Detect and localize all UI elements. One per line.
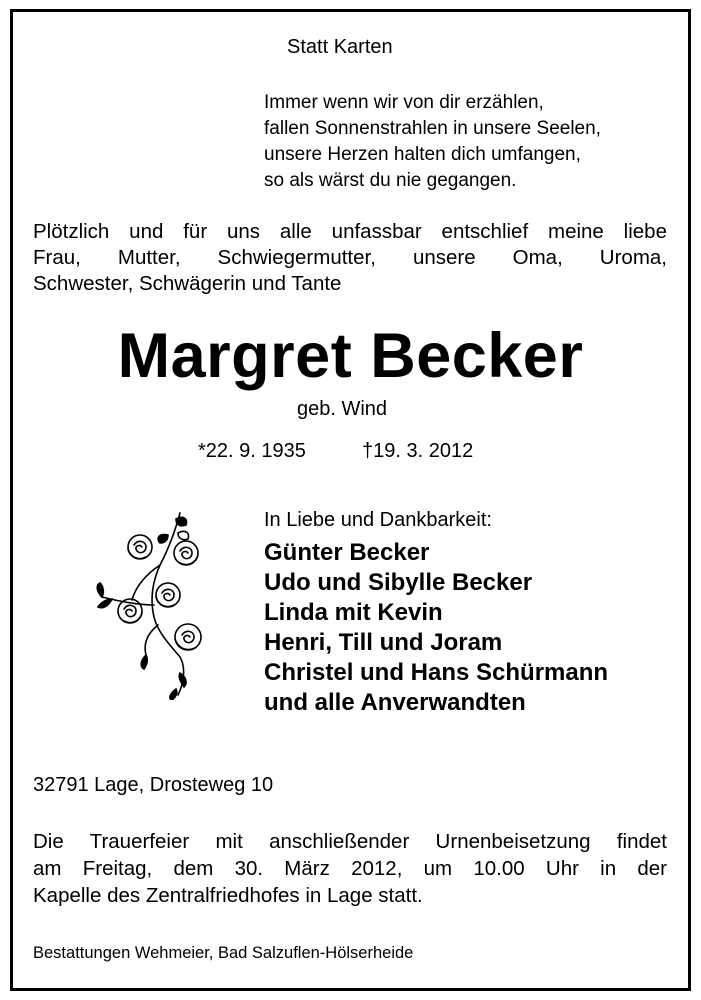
mourner-name: Henri, Till und Joram [264,629,503,656]
mourner-name: Christel und Hans Schürmann [264,659,609,686]
mourners-list [264,538,608,718]
intro-line: Plötzlich und für uns alle unfassbar entschlief meine liebe [33,220,667,243]
mourner-name: und alle Anverwandten [264,689,526,716]
funeral-service-text [33,828,667,909]
service-line: Kapelle des Zentralfriedhofes in Lage statt. [33,884,423,907]
service-line: am Freitag, dem 30. März 2012, um 10.00 Uhr in der [33,857,667,880]
maiden-name: geb. Wind [297,398,388,420]
poem [264,90,601,194]
service-line: Die Trauerfeier mit anschließender Urnenbeisetzung findet [33,830,667,853]
mourners-intro: In Liebe und Dankbarkeit: [264,509,492,531]
mourner-name: Günter Becker [264,539,430,566]
death-announcement-text [33,219,667,297]
birth-date: *22. 9. 1935 [198,440,306,462]
poem-line: Immer wenn wir von dir erzählen, [264,92,544,113]
undertaker-line: Bestattungen Wehmeier, Bad Salzuflen-Hölserheide [33,944,414,962]
intro-line: Schwester, Schwägerin und Tante [33,272,342,295]
poem-line: fallen Sonnenstrahlen in unsere Seelen, [264,118,601,139]
family-address: 32791 Lage, Drosteweg 10 [33,774,274,796]
mourner-name: Linda mit Kevin [264,599,443,626]
deceased-name: Margret Becker [117,321,584,391]
mourner-name: Udo und Sibylle Becker [264,569,533,596]
death-date: †19. 3. 2012 [362,440,474,462]
poem-line: unsere Herzen halten dich umfangen, [264,144,581,165]
statt-karten-heading: Statt Karten [287,36,393,58]
intro-line: Frau, Mutter, Schwiegermutter, unsere Oma, Uroma, [33,246,667,269]
rose-branch-icon [88,505,218,700]
poem-line: so als wärst du nie gegangen. [264,170,517,191]
